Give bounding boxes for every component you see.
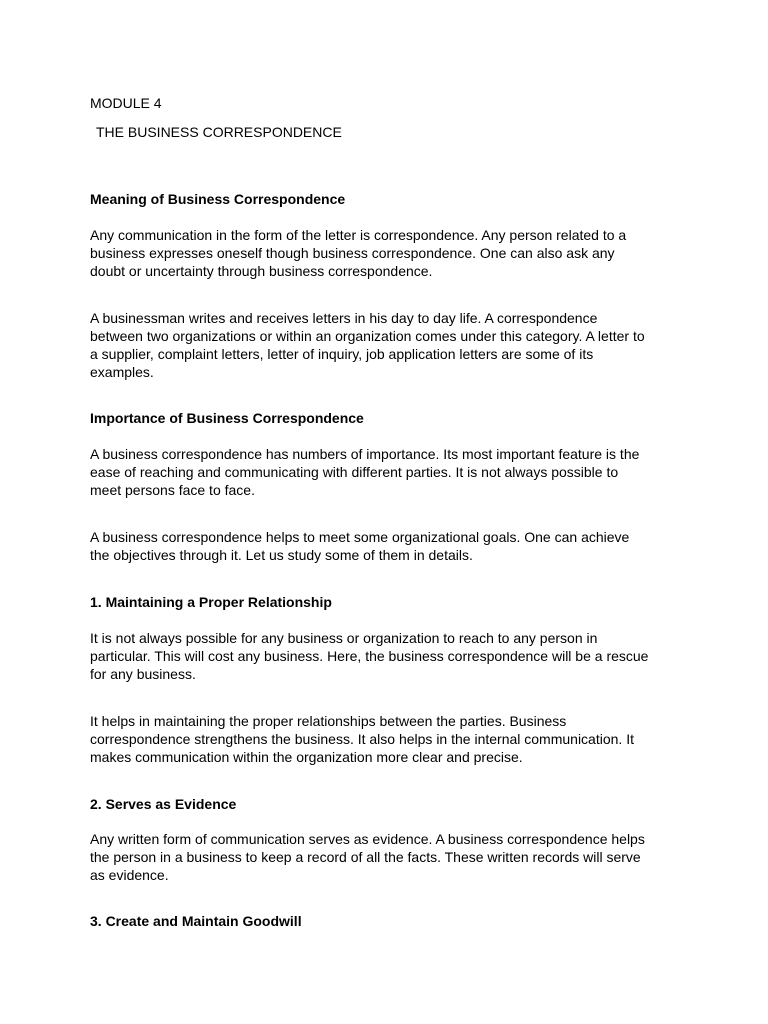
section-heading-relationship: 1. Maintaining a Proper Relationship xyxy=(90,594,332,610)
paragraph xyxy=(90,226,690,280)
paragraph xyxy=(90,528,690,564)
paragraph-line: It helps in maintaining the proper relationships between the parties. Business xyxy=(90,713,567,729)
paragraph-line: makes communication within the organization more clear and precise. xyxy=(90,749,523,765)
paragraph-line: correspondence strengthens the business. It also helps in the internal communication. It xyxy=(90,731,634,747)
paragraph-line: the person in a business to keep a record of all the facts. These written records will serve xyxy=(90,849,641,865)
paragraph-line: Any written form of communication serves as evidence. A business correspondence helps xyxy=(90,831,645,847)
section-heading-importance: Importance of Business Correspondence xyxy=(90,410,364,426)
paragraph-line: A businessman writes and receives letters in his day to day life. A correspondence xyxy=(90,310,598,326)
paragraph-line: A business correspondence has numbers of importance. Its most important feature is the xyxy=(90,446,640,462)
paragraph xyxy=(90,445,690,499)
paragraph-line: Any communication in the form of the letter is correspondence. Any person related to a xyxy=(90,227,627,243)
paragraph-line: It is not always possible for any business or organization to reach to any person in xyxy=(90,630,598,646)
paragraph xyxy=(90,629,690,683)
paragraph xyxy=(90,712,690,766)
paragraph-line: ease of reaching and communicating with different parties. It is not always possible to xyxy=(90,464,619,480)
paragraph-line: the objectives through it. Let us study some of them in details. xyxy=(90,547,473,563)
paragraph-line: as evidence. xyxy=(90,867,169,883)
paragraph xyxy=(90,309,690,381)
paragraph-line: particular. This will cost any business. Here, the business correspondence will be a rescue xyxy=(90,648,649,664)
paragraph-line: examples. xyxy=(90,364,154,380)
module-title: THE BUSINESS CORRESPONDENCE xyxy=(96,124,342,140)
section-heading-evidence: 2. Serves as Evidence xyxy=(90,796,237,812)
section-heading-meaning: Meaning of Business Correspondence xyxy=(90,191,346,207)
paragraph-line: a supplier, complaint letters, letter of inquiry, job application letters are some of its xyxy=(90,346,594,362)
paragraph-line: business expresses oneself though business correspondence. One can also ask any xyxy=(90,245,615,261)
paragraph-line: between two organizations or within an organization comes under this category. A letter to xyxy=(90,328,645,344)
module-label: MODULE 4 xyxy=(90,95,162,111)
paragraph-line: doubt or uncertainty through business correspondence. xyxy=(90,263,433,279)
paragraph-line: for any business. xyxy=(90,666,196,682)
paragraph-line: meet persons face to face. xyxy=(90,482,255,498)
paragraph xyxy=(90,830,690,884)
paragraph-line: A business correspondence helps to meet some organizational goals. One can achieve xyxy=(90,529,630,545)
section-heading-goodwill: 3. Create and Maintain Goodwill xyxy=(90,913,302,929)
